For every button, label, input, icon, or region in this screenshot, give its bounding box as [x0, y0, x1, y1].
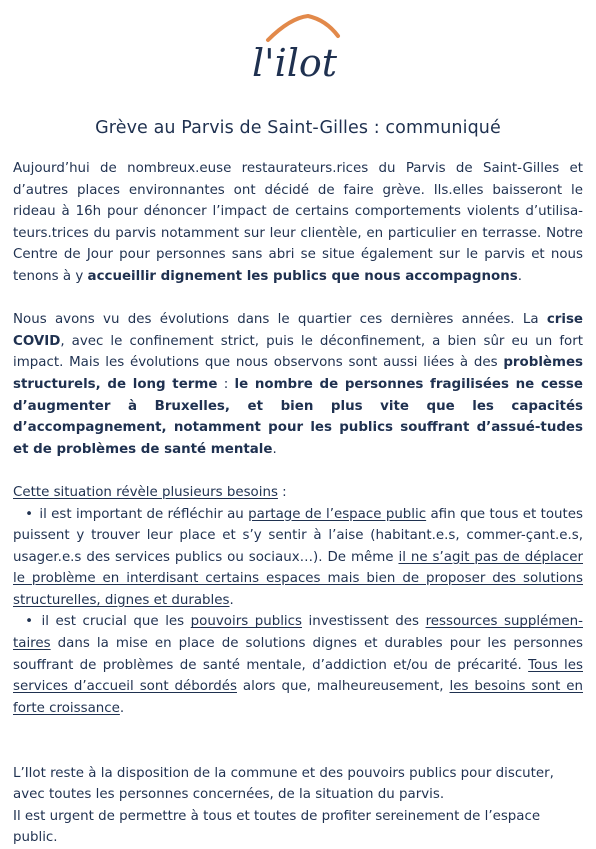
emphasis-structural: problèmes structurels, de long terme: [13, 355, 583, 392]
closing-availability: L’Ilot reste à la disposition de la commune et des pouvoirs publics pour discuter, avec toutes les personnes concernées, de la situation du parvis.: [13, 765, 554, 803]
emphasis-vulnerable: le nombre de personnes fragilisées ne cesse d’augmenter à Bruxelles, et bien plus vite que les capacités d’accompagnement, notamment pour les publics souffrant d’assué-tudes et de problèmes de santé mentale: [13, 376, 583, 457]
bullet-icon: •: [25, 614, 33, 630]
paragraph-evolutions: Nous avons vu des évolutions dans le quartier ces dernières années. La crise COVID, avec le confinement strict, puis le déconfinement, a bien sûr eu un fort impact. Mais les évolutions que nous observons sont aussi liées à des problèmes structurels, de long terme : le nombre de personnes fragilisées ne cesse d’augmenter à Bruxelles, et bien plus vite que les capacités d’accompagnement, notamment pour les publics souffrant d’assué-tudes et de problèmes de santé mentale.: [13, 312, 583, 457]
paragraph-strike-announcement: Aujourd’hui de nombreux.euse restaurateurs.rices du Parvis de Saint-Gilles et d’autres places environnantes ont décidé de faire grève. Ils.elles baisseront le rideau à 16h pour dénoncer l’impact de certains comportements violents d’utilisa-teurs.trices du parvis notamment sur leur clientèle, en particulier en terrasse. Notre Centre de Jour pour personnes sans abri se situe également sur le parvis et nous tenons à y accueillir dignement les publics que nous accompagnons.: [13, 161, 583, 284]
emphasis-welcome: accueillir dignement les publics que nous accompagnons: [87, 268, 518, 284]
lilot-logo: [238, 10, 358, 92]
needs-item-public-space: • il est important de réfléchir au partage de l’espace public afin que tous et toutes puissent y trouver leur place et s’y sentir à l’aise (habitant.e.s, commer-çant.e.s, usager.e.s des services publics ou sociaux…). De même il ne s’agit pas de déplacer le problème en interdisant certains espaces mais bien de proposer des solutions structurelles, dignes et durables.: [13, 504, 583, 612]
logo-text: l'ilot: [252, 41, 338, 85]
closing-urgency: Il est urgent de permettre à tous et toutes de profiter sereinement de l’espace public.: [13, 808, 541, 846]
page-title: Grève au Parvis de Saint-Gilles : communiqué: [95, 118, 501, 138]
needs-heading: Cette situation révèle plusieurs besoins :: [13, 484, 287, 500]
needs-item-public-authorities: • il est crucial que les pouvoirs publics investissent des ressources supplémen-taires dans la mise en place de solutions dignes et durables pour les personnes souffrant de problèmes de santé mentale, d’addiction et/ou de précarité. Tous les services d’accueil sont débordés alors que, malheureusement, les besoins sont en forte croissance.: [13, 611, 583, 719]
bullet-icon: •: [25, 506, 33, 522]
emphasis-covid: crise COVID: [13, 312, 583, 349]
document-body: [13, 158, 583, 849]
